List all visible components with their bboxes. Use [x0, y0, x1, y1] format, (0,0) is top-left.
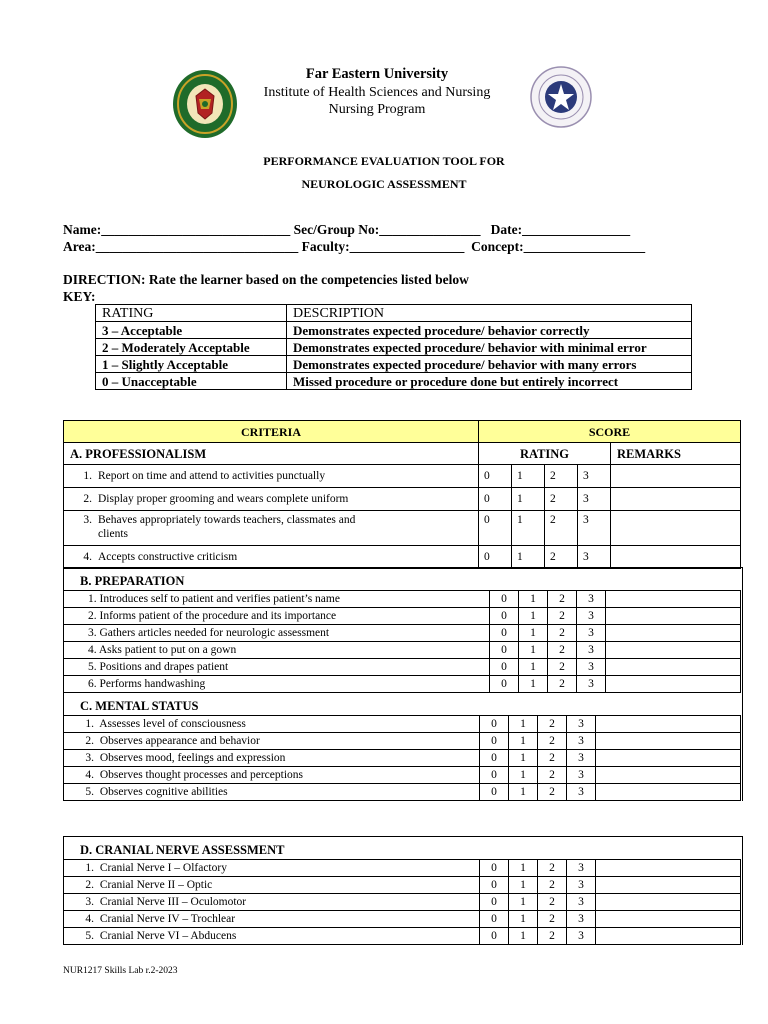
- criterion-text-continued: clients: [98, 528, 129, 540]
- table-row: [64, 608, 741, 625]
- score-option-1[interactable]: 1: [512, 465, 545, 488]
- criterion-text: 2. Informs patient of the procedure and its importance: [64, 608, 490, 625]
- table-row: [64, 733, 741, 750]
- score-option-2[interactable]: 2: [548, 608, 577, 625]
- item-number: 4.: [85, 913, 94, 925]
- score-option-3[interactable]: 3: [567, 733, 596, 750]
- score-option-2[interactable]: 2: [545, 546, 578, 569]
- score-option-2[interactable]: 2: [545, 488, 578, 511]
- criterion-text: Report on time and attend to activities punctually: [98, 470, 326, 482]
- criterion-text: Observes mood, feelings and expression: [99, 752, 286, 764]
- table-row: [64, 625, 741, 642]
- key-header-row: [96, 305, 692, 322]
- score-option-3[interactable]: 3: [578, 546, 611, 569]
- table-row: [64, 716, 741, 733]
- key-rating: 1 – Slightly Acceptable: [96, 356, 287, 373]
- remarks-cell[interactable]: [611, 511, 741, 546]
- remarks-cell[interactable]: [606, 625, 741, 642]
- cranial-nerve-table: [63, 859, 741, 945]
- criterion-text: 4. Asks patient to put on a gown: [64, 642, 490, 659]
- score-option-2[interactable]: 2: [538, 877, 567, 894]
- table-row: [64, 488, 741, 511]
- table-row: [64, 767, 741, 784]
- criterion-text: Cranial Nerve III – Oculomotor: [99, 896, 247, 908]
- score-option-0[interactable]: 0: [480, 767, 509, 784]
- table-row: [64, 659, 741, 676]
- criterion-text: Cranial Nerve II – Optic: [99, 879, 213, 891]
- criterion-text: Behaves appropriately towards teachers, classmates and: [98, 514, 356, 526]
- criterion-text: Assesses level of consciousness: [99, 718, 246, 730]
- item-number: 5.: [85, 786, 94, 798]
- institute-seal-logo: [530, 66, 592, 128]
- score-option-1[interactable]: 1: [512, 511, 545, 546]
- item-number: 4.: [85, 769, 94, 781]
- table-row: [64, 860, 741, 877]
- score-option-1[interactable]: 1: [509, 877, 538, 894]
- criterion-text: 3. Gathers articles needed for neurologic assessment: [64, 625, 490, 642]
- score-option-0[interactable]: 0: [479, 511, 512, 546]
- remarks-cell[interactable]: [596, 894, 741, 911]
- score-option-1[interactable]: 1: [509, 911, 538, 928]
- score-option-2[interactable]: 2: [548, 659, 577, 676]
- score-option-1[interactable]: 1: [519, 676, 548, 693]
- score-option-1[interactable]: 1: [512, 546, 545, 569]
- score-option-1[interactable]: 1: [519, 642, 548, 659]
- remarks-cell[interactable]: [606, 642, 741, 659]
- criterion-text: Accepts constructive criticism: [98, 551, 238, 563]
- criterion-text: 6. Performs handwashing: [64, 676, 490, 693]
- document-title-line2: NEUROLOGIC ASSESSMENT: [301, 177, 467, 191]
- score-option-2[interactable]: 2: [538, 911, 567, 928]
- score-option-3[interactable]: 3: [577, 659, 606, 676]
- score-option-0[interactable]: 0: [480, 750, 509, 767]
- score-option-2[interactable]: 2: [538, 860, 567, 877]
- score-option-0[interactable]: 0: [490, 676, 519, 693]
- remarks-cell[interactable]: [596, 733, 741, 750]
- remarks-cell[interactable]: [596, 716, 741, 733]
- score-option-0[interactable]: 0: [490, 642, 519, 659]
- section-preparation-mental-status: [63, 567, 743, 801]
- key-rating: 3 – Acceptable: [96, 322, 287, 339]
- score-option-1[interactable]: 1: [509, 860, 538, 877]
- score-option-1[interactable]: 1: [509, 784, 538, 801]
- score-option-3[interactable]: 3: [577, 608, 606, 625]
- table-row: [64, 676, 741, 693]
- info-line-name-section-date: Name:____________________________ Sec/Group No:_______________ Date:________________: [63, 222, 631, 237]
- remarks-cell[interactable]: [596, 928, 741, 945]
- section-title-cranial-nerve: D. CRANIAL NERVE ASSESSMENT: [80, 843, 285, 857]
- rating-header: RATING: [479, 443, 611, 465]
- score-option-1[interactable]: 1: [509, 733, 538, 750]
- key-row: [96, 339, 692, 356]
- table-row: [64, 750, 741, 767]
- key-description: Demonstrates expected procedure/ behavior with many errors: [287, 356, 692, 373]
- preparation-table: [63, 590, 741, 693]
- score-option-0[interactable]: 0: [480, 877, 509, 894]
- score-option-1[interactable]: 1: [509, 750, 538, 767]
- score-option-1[interactable]: 1: [509, 894, 538, 911]
- key-row: [96, 356, 692, 373]
- criteria-score-header-row: [64, 421, 741, 443]
- criterion-text: Display proper grooming and wears complete uniform: [98, 493, 349, 505]
- section-title-preparation: B. PREPARATION: [80, 574, 185, 588]
- table-row: [64, 894, 741, 911]
- score-option-0[interactable]: 0: [480, 928, 509, 945]
- score-option-2[interactable]: 2: [538, 928, 567, 945]
- rating-key-table: [95, 304, 692, 390]
- item-number: 3.: [85, 896, 94, 908]
- institute-name: Institute of Health Sciences and Nursing: [263, 84, 491, 100]
- item-number: 5.: [85, 930, 94, 942]
- remarks-cell[interactable]: [606, 676, 741, 693]
- item-number: 1.: [85, 718, 94, 730]
- item-number: 1.: [85, 862, 94, 874]
- info-line-area-faculty-concept: Area:______________________________ Faculty:_________________ Concept:__________________: [63, 239, 646, 254]
- score-option-3[interactable]: 3: [578, 488, 611, 511]
- table-row: [64, 784, 741, 801]
- score-option-0[interactable]: 0: [480, 860, 509, 877]
- key-header-rating: RATING: [96, 305, 287, 322]
- key-row: [96, 322, 692, 339]
- score-option-2[interactable]: 2: [538, 716, 567, 733]
- table-row: [64, 511, 741, 546]
- score-option-2[interactable]: 2: [538, 733, 567, 750]
- score-option-1[interactable]: 1: [519, 659, 548, 676]
- item-number: 3.: [83, 514, 92, 526]
- remarks-cell[interactable]: [606, 659, 741, 676]
- score-option-2[interactable]: 2: [538, 767, 567, 784]
- remarks-cell[interactable]: [596, 767, 741, 784]
- score-option-3[interactable]: 3: [577, 676, 606, 693]
- remarks-header: REMARKS: [611, 443, 741, 465]
- document-title-line1: PERFORMANCE EVALUATION TOOL FOR: [263, 154, 505, 168]
- criterion-text: 1. Introduces self to patient and verifies patient’s name: [64, 591, 490, 608]
- score-option-1[interactable]: 1: [519, 591, 548, 608]
- score-option-2[interactable]: 2: [548, 591, 577, 608]
- table-row: [64, 642, 741, 659]
- criterion-text: 5. Positions and drapes patient: [64, 659, 490, 676]
- item-number: 2.: [85, 879, 94, 891]
- score-option-0[interactable]: 0: [480, 733, 509, 750]
- table-row: [64, 546, 741, 569]
- remarks-cell[interactable]: [611, 488, 741, 511]
- key-label: KEY:: [63, 289, 96, 304]
- table-row: [64, 591, 741, 608]
- table-row: [64, 877, 741, 894]
- score-option-0[interactable]: 0: [490, 625, 519, 642]
- score-option-1[interactable]: 1: [509, 928, 538, 945]
- evaluation-table-professionalism: [63, 420, 741, 569]
- footer-document-code: NUR1217 Skills Lab r.2-2023: [63, 966, 178, 976]
- key-description: Missed procedure or procedure done but entirely incorrect: [287, 373, 692, 390]
- section-cranial-nerve-assessment: [63, 836, 743, 945]
- score-option-3[interactable]: 3: [567, 716, 596, 733]
- score-option-2[interactable]: 2: [548, 642, 577, 659]
- section-title-professionalism: A. PROFESSIONALISM: [64, 443, 479, 465]
- remarks-cell[interactable]: [596, 877, 741, 894]
- section-a-header-row: [64, 443, 741, 465]
- item-number: 3.: [85, 752, 94, 764]
- mental-status-table: [63, 715, 741, 801]
- score-option-2[interactable]: 2: [538, 894, 567, 911]
- score-option-1[interactable]: 1: [512, 488, 545, 511]
- score-option-2[interactable]: 2: [545, 511, 578, 546]
- score-option-1[interactable]: 1: [509, 716, 538, 733]
- remarks-cell[interactable]: [596, 911, 741, 928]
- score-option-3[interactable]: 3: [567, 911, 596, 928]
- criterion-text: Observes thought processes and perceptions: [99, 769, 303, 781]
- remarks-cell[interactable]: [611, 546, 741, 569]
- university-header: [230, 66, 524, 119]
- remarks-cell[interactable]: [596, 750, 741, 767]
- score-option-3[interactable]: 3: [567, 767, 596, 784]
- score-option-0[interactable]: 0: [490, 608, 519, 625]
- score-option-3[interactable]: 3: [567, 750, 596, 767]
- score-option-0[interactable]: 0: [490, 591, 519, 608]
- score-option-1[interactable]: 1: [519, 608, 548, 625]
- score-option-3[interactable]: 3: [567, 877, 596, 894]
- score-option-2[interactable]: 2: [538, 750, 567, 767]
- direction-text: DIRECTION: Rate the learner based on the competencies listed below: [63, 272, 469, 287]
- remarks-cell[interactable]: [606, 608, 741, 625]
- score-option-3[interactable]: 3: [567, 894, 596, 911]
- score-option-0[interactable]: 0: [479, 546, 512, 569]
- table-row: [64, 465, 741, 488]
- section-title-mental-status: C. MENTAL STATUS: [80, 699, 199, 713]
- criterion-text: Cranial Nerve VI – Abducens: [99, 930, 237, 942]
- score-option-3[interactable]: 3: [578, 465, 611, 488]
- score-option-1[interactable]: 1: [509, 767, 538, 784]
- remarks-cell[interactable]: [596, 784, 741, 801]
- item-number: 1.: [83, 470, 92, 482]
- score-option-3[interactable]: 3: [567, 784, 596, 801]
- score-option-0[interactable]: 0: [480, 784, 509, 801]
- remarks-cell[interactable]: [611, 465, 741, 488]
- criteria-header: CRITERIA: [64, 421, 479, 443]
- criterion-text: Observes appearance and behavior: [99, 735, 260, 747]
- score-option-0[interactable]: 0: [480, 911, 509, 928]
- criterion-text: Observes cognitive abilities: [99, 786, 228, 798]
- key-row: [96, 373, 692, 390]
- score-option-3[interactable]: 3: [578, 511, 611, 546]
- score-option-2[interactable]: 2: [538, 784, 567, 801]
- score-option-1[interactable]: 1: [519, 625, 548, 642]
- criterion-text: Cranial Nerve IV – Trochlear: [99, 913, 236, 925]
- key-rating: 0 – Unacceptable: [96, 373, 287, 390]
- key-rating: 2 – Moderately Acceptable: [96, 339, 287, 356]
- score-option-2[interactable]: 2: [548, 676, 577, 693]
- key-header-description: DESCRIPTION: [287, 305, 692, 322]
- item-number: 4.: [83, 551, 92, 563]
- key-description: Demonstrates expected procedure/ behavior with minimal error: [287, 339, 692, 356]
- score-option-2[interactable]: 2: [548, 625, 577, 642]
- item-number: 2.: [85, 735, 94, 747]
- score-option-3[interactable]: 3: [577, 642, 606, 659]
- score-header: SCORE: [479, 421, 741, 443]
- score-option-0[interactable]: 0: [480, 716, 509, 733]
- score-option-3[interactable]: 3: [577, 591, 606, 608]
- score-option-3[interactable]: 3: [567, 860, 596, 877]
- key-description: Demonstrates expected procedure/ behavior correctly: [287, 322, 692, 339]
- feu-seal-logo: [172, 69, 238, 139]
- score-option-2[interactable]: 2: [545, 465, 578, 488]
- university-name: Far Eastern University: [305, 66, 449, 82]
- score-option-0[interactable]: 0: [490, 659, 519, 676]
- score-option-3[interactable]: 3: [567, 928, 596, 945]
- table-row: [64, 928, 741, 945]
- score-option-0[interactable]: 0: [479, 488, 512, 511]
- score-option-0[interactable]: 0: [480, 894, 509, 911]
- remarks-cell[interactable]: [606, 591, 741, 608]
- table-row: [64, 911, 741, 928]
- score-option-0[interactable]: 0: [479, 465, 512, 488]
- criterion-text: Cranial Nerve I – Olfactory: [99, 862, 227, 874]
- program-name: Nursing Program: [328, 102, 426, 117]
- remarks-cell[interactable]: [596, 860, 741, 877]
- item-number: 2.: [83, 493, 92, 505]
- score-option-3[interactable]: 3: [577, 625, 606, 642]
